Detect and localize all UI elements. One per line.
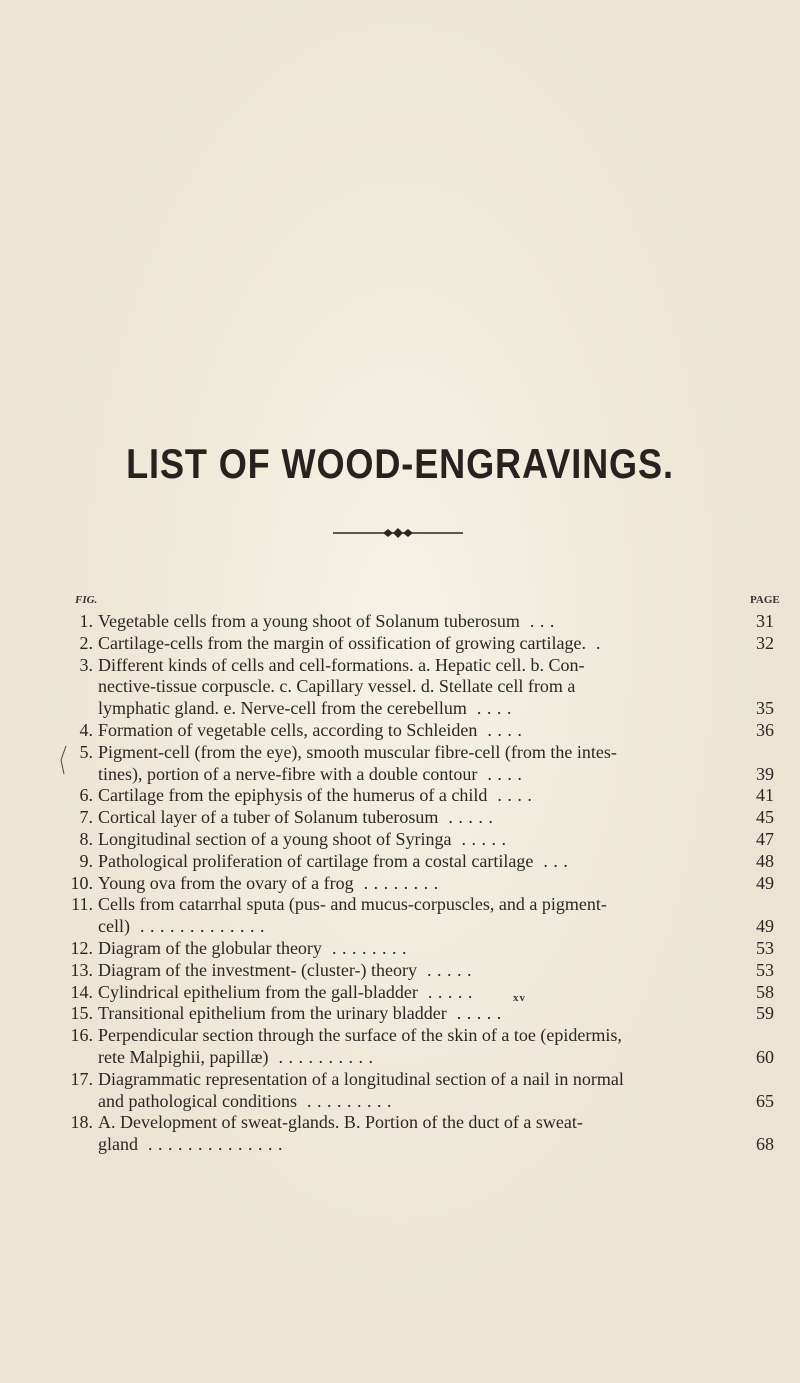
figure-number: 5. <box>79 741 93 762</box>
figure-number: 4. <box>79 719 93 740</box>
list-item <box>70 872 774 895</box>
leader-dots: . . . . <box>476 698 512 719</box>
list-item <box>70 1112 774 1156</box>
figure-number: 10. <box>70 872 93 893</box>
entry-text: cell) <box>98 916 130 937</box>
leader-dots: . . . <box>543 850 569 871</box>
list-item <box>70 959 774 982</box>
page-reference: 36 <box>756 719 774 740</box>
entry-line <box>98 807 774 829</box>
entry-line <box>98 938 774 960</box>
entry-line <box>98 1047 774 1069</box>
page-reference: 53 <box>756 937 774 958</box>
leader-dots: . . . . . <box>448 807 494 828</box>
list-item <box>74 742 774 786</box>
entry-line <box>98 1025 774 1047</box>
entry-text: Diagrammatic representation of a longitudinal section of a nail in normal <box>98 1068 624 1089</box>
entry-line <box>98 851 774 873</box>
figure-number: 11. <box>71 894 93 915</box>
entry-text: Longitudinal section of a young shoot of Syringa <box>98 828 452 849</box>
list-item <box>70 1003 774 1025</box>
entry-text: rete Malpighii, papillæ) <box>98 1046 269 1067</box>
figure-column-header: FIG. <box>75 594 98 606</box>
figure-number: 16. <box>70 1025 93 1046</box>
page-reference: 35 <box>756 698 774 719</box>
entry-text: A. Development of sweat-glands. B. Portion of the duct of a sweat- <box>98 1112 583 1133</box>
figure-number: 17. <box>70 1068 93 1089</box>
leader-dots: . . . . . <box>427 981 473 1002</box>
leader-dots: . . . . . . . . . . . . . <box>139 916 265 937</box>
entry-text: Cartilage from the epiphysis of the humerus of a child <box>98 785 488 806</box>
figure-number: 8. <box>79 828 93 849</box>
entry-text: and pathological conditions <box>98 1090 297 1111</box>
entry-line <box>98 1003 774 1025</box>
entry-line <box>98 982 774 1004</box>
list-item <box>74 807 774 829</box>
page-reference: 39 <box>756 763 774 784</box>
figure-number: 18. <box>70 1112 93 1133</box>
page-reference: 48 <box>756 850 774 871</box>
page-reference: 41 <box>756 785 774 806</box>
list-item <box>74 829 774 851</box>
entry-text: lymphatic gland. e. Nerve-cell from the cerebellum <box>98 698 467 719</box>
entry-text: Cylindrical epithelium from the gall-bladder <box>98 981 418 1002</box>
entry-text: Cells from catarrhal sputa (pus- and mucus-corpuscles, and a pigment- <box>98 894 607 915</box>
figure-number: 14. <box>70 981 93 1002</box>
figure-number: 15. <box>70 1003 93 1024</box>
figure-number: 7. <box>79 807 93 828</box>
entry-text: gland <box>98 1134 138 1155</box>
entry-text: Pigment-cell (from the eye), smooth muscular fibre-cell (from the intes- <box>98 741 617 762</box>
entry-line <box>98 1069 774 1091</box>
leader-dots: . <box>596 632 602 653</box>
entry-text: Transitional epithelium from the urinary bladder <box>98 1003 447 1024</box>
list-item <box>70 1068 774 1113</box>
page-title: LIST OF WOOD-ENGRAVINGS. <box>126 440 674 487</box>
page-reference: 47 <box>756 828 774 849</box>
page-column-header: PAGE <box>750 594 780 606</box>
figure-number: 1. <box>79 611 93 631</box>
entry-line <box>98 960 774 982</box>
leader-dots: . . . . <box>487 719 523 740</box>
entry-line <box>98 1112 774 1134</box>
entry-line <box>98 676 774 698</box>
page-reference: 45 <box>756 807 774 828</box>
figure-number: 3. <box>79 654 93 675</box>
list-item <box>70 1025 774 1069</box>
list-item <box>74 655 774 720</box>
page-reference: 31 <box>756 611 774 631</box>
figure-number: 13. <box>70 959 93 980</box>
leader-dots: . . . . . <box>456 1003 502 1024</box>
figure-number: 9. <box>79 850 93 871</box>
leader-dots: . . . . . . . . . <box>306 1090 392 1111</box>
entry-line <box>98 829 774 851</box>
page-reference: 49 <box>756 872 774 893</box>
page-reference: 53 <box>756 959 774 980</box>
page-reference: 68 <box>756 1134 774 1155</box>
list-item <box>70 937 774 960</box>
entry-text: Pathological proliferation of cartilage from a costal cartilage <box>98 850 534 871</box>
engravings-list <box>70 611 774 1156</box>
entry-text: tines), portion of a nerve-fibre with a double contour <box>98 763 478 784</box>
entry-text: Perpendicular section through the surface of the skin of a toe (epidermis, <box>98 1025 622 1046</box>
leader-dots: . . . . . . . . . . . . . . <box>148 1134 283 1155</box>
leader-dots: . . . . . . . . <box>363 872 439 893</box>
figure-number: 2. <box>79 632 93 653</box>
page-reference: 59 <box>756 1003 774 1024</box>
leader-dots: . . . . . <box>427 959 473 980</box>
page-number: xv <box>513 992 526 1004</box>
list-item <box>74 720 774 742</box>
entry-line <box>98 720 774 742</box>
list-item <box>74 851 774 873</box>
entry-line <box>98 655 774 677</box>
entry-text: Cortical layer of a tuber of Solanum tuberosum <box>98 807 439 828</box>
leader-dots: . . . . <box>497 785 533 806</box>
entry-text: Cartilage-cells from the margin of ossification of growing cartilage. <box>98 632 587 653</box>
entry-text: Vegetable cells from a young shoot of Solanum tuberosum <box>98 611 520 631</box>
entry-line <box>98 916 774 938</box>
entry-line <box>98 611 774 633</box>
leader-dots: . . . . . <box>461 828 507 849</box>
entry-line <box>98 1091 774 1113</box>
entry-line <box>98 633 774 655</box>
leader-dots: . . . . <box>487 763 523 784</box>
list-item <box>74 633 774 655</box>
entry-line <box>98 894 774 916</box>
page-reference: 60 <box>756 1046 774 1067</box>
entry-line <box>98 698 774 720</box>
list-item <box>74 785 774 807</box>
page-reference: 65 <box>756 1090 774 1111</box>
entry-text: Young ova from the ovary of a frog <box>98 872 354 893</box>
page-reference: 32 <box>756 632 774 653</box>
leader-dots: . . . <box>529 611 555 631</box>
list-item <box>71 894 774 938</box>
ornament-divider-icon <box>333 527 463 539</box>
page-reference: 58 <box>756 981 774 1002</box>
entry-text: Diagram of the globular theory <box>98 937 322 958</box>
entry-line <box>98 873 774 895</box>
list-item <box>74 611 774 633</box>
entry-line <box>98 1134 774 1156</box>
entry-line <box>98 742 774 764</box>
entry-text: Diagram of the investment- (cluster-) theory <box>98 959 418 980</box>
entry-text: Formation of vegetable cells, according to Schleiden <box>98 719 478 740</box>
figure-number: 12. <box>70 937 93 958</box>
entry-text: nective-tissue corpuscle. c. Capillary vessel. d. Stellate cell from a <box>98 676 576 697</box>
entry-line <box>98 785 774 807</box>
entry-text: Different kinds of cells and cell-formations. a. Hepatic cell. b. Con- <box>98 654 585 675</box>
leader-dots: . . . . . . . . . . <box>278 1046 374 1067</box>
figure-number: 6. <box>79 785 93 806</box>
entry-line <box>98 764 774 786</box>
list-item <box>70 981 774 1004</box>
leader-dots: . . . . . . . . <box>331 937 407 958</box>
page-reference: 49 <box>756 916 774 937</box>
